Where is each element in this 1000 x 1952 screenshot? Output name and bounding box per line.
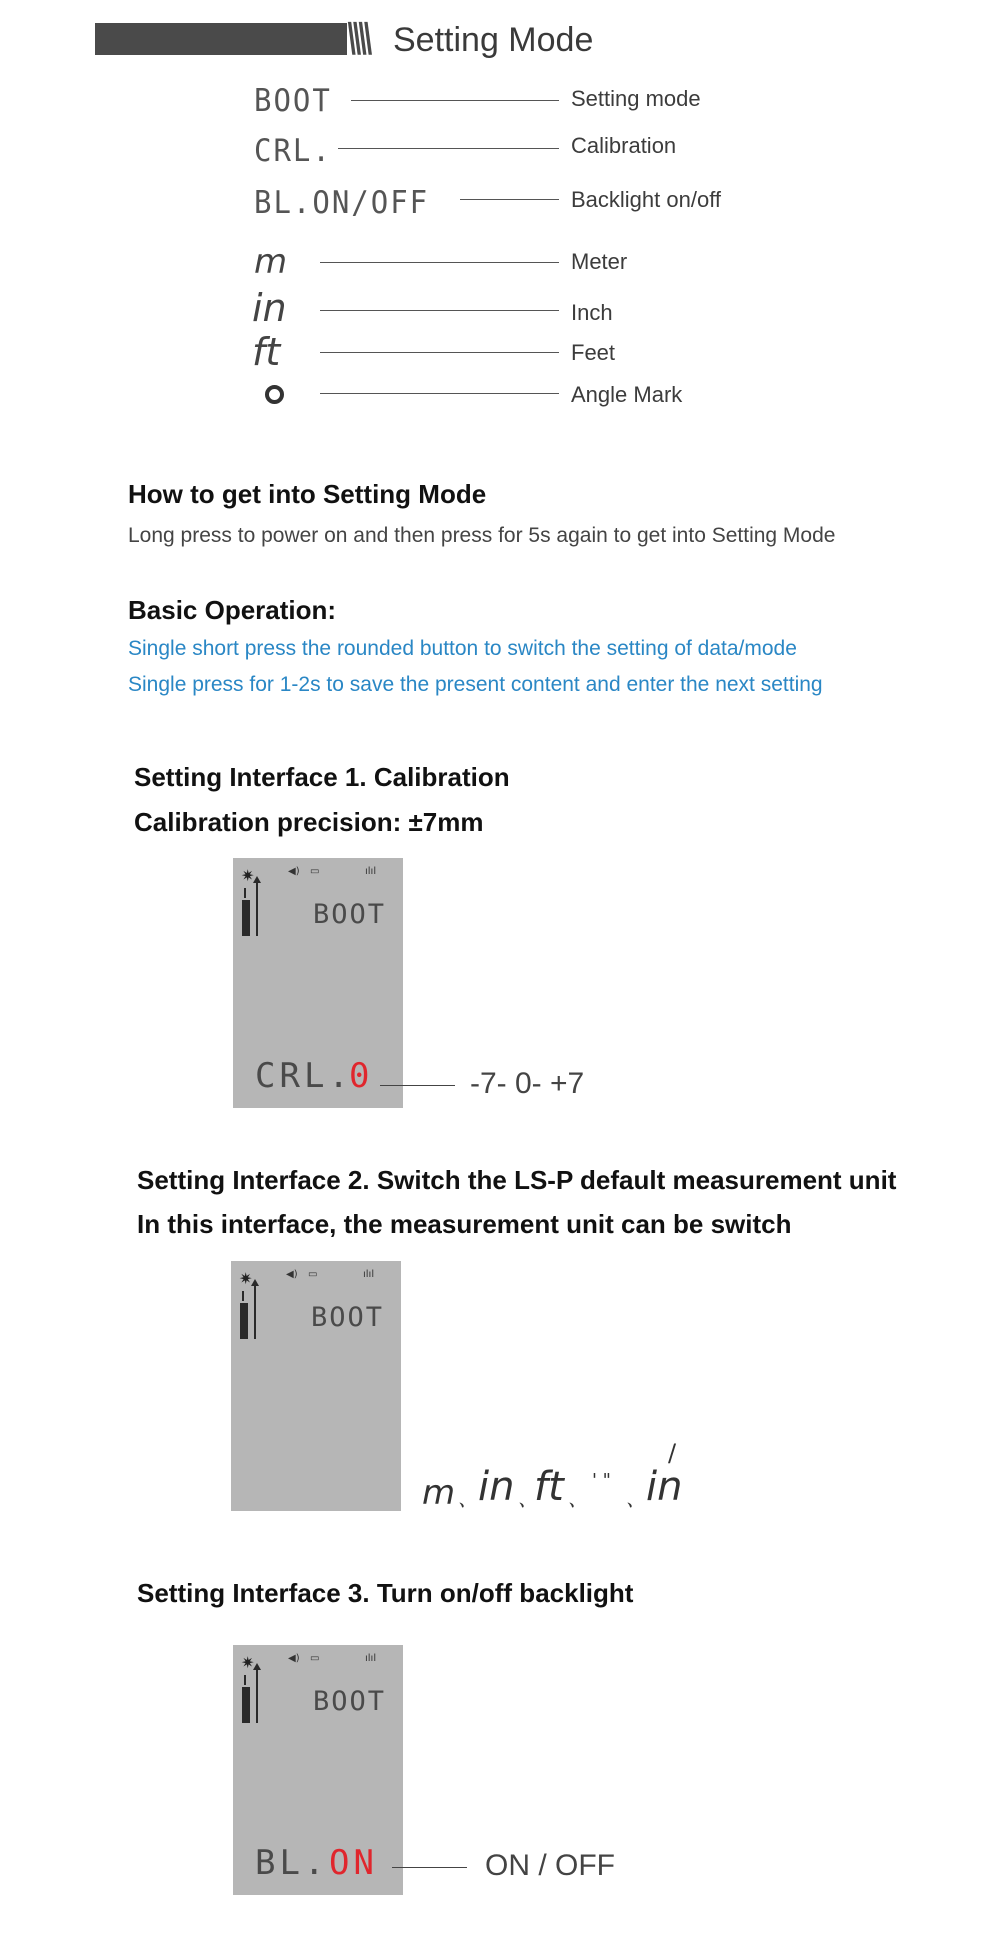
- reference-bar-icon: [242, 900, 250, 936]
- arrowhead-icon: [251, 1279, 259, 1286]
- lcd-screen-2: [231, 1261, 401, 1511]
- lcd-bl-value: ON: [329, 1843, 378, 1883]
- unit-feet-inch: ' ": [592, 1470, 611, 1491]
- reference-arrow-icon: [256, 882, 258, 936]
- legend-label-backlight: Backlight on/off: [571, 187, 722, 212]
- legend-label-feet: Feet: [571, 340, 616, 365]
- battery-icon: ▭: [308, 1269, 318, 1280]
- interface2-subtitle: In this interface, the measurement unit can be switch: [137, 1209, 792, 1239]
- callout-line: [380, 1085, 455, 1086]
- legend-symbol-meter: m: [254, 242, 288, 282]
- legend-label-setting-mode: Setting mode: [571, 86, 701, 111]
- speaker-icon: ◀): [286, 1269, 298, 1280]
- signal-icon: ılıl: [363, 1269, 375, 1280]
- legend-symbol-backlight: BL.ON/OFF: [254, 183, 430, 221]
- reference-bar-icon: [242, 1687, 250, 1723]
- battery-icon: ▭: [310, 1653, 320, 1664]
- unit-feet: ft: [534, 1464, 564, 1510]
- speaker-icon: ◀): [288, 1653, 300, 1664]
- header-bar: [95, 23, 347, 55]
- legend-symbol-boot: BOOT: [254, 81, 332, 119]
- howto-text: Long press to power on and then press for 5s again to get into Setting Mode: [128, 524, 836, 547]
- speaker-icon: ◀): [288, 866, 300, 877]
- interface1-title: Setting Interface 1. Calibration: [134, 762, 510, 792]
- callout-line: [392, 1867, 467, 1868]
- lcd-boot-text: BOOT: [311, 1302, 385, 1333]
- interface1-callout: -7- 0- +7: [470, 1067, 585, 1100]
- unit-inch-fraction: in: [646, 1464, 683, 1510]
- unit-separator: 、: [568, 1487, 588, 1511]
- unit-separator: 、: [518, 1487, 538, 1511]
- laser-icon: ✷: [241, 866, 255, 885]
- arrowhead-icon: [253, 876, 261, 883]
- interface1-subtitle: Calibration precision: ±7mm: [134, 807, 484, 837]
- lcd-bl-label: BL.: [255, 1843, 329, 1883]
- basic-line-2: Single press for 1-2s to save the present content and enter the next setting: [128, 673, 823, 696]
- angle-mark-icon: [265, 385, 284, 404]
- lcd-boot-text: BOOT: [313, 899, 387, 930]
- legend-symbol-inch: in: [252, 286, 287, 330]
- legend-symbol-crl: CRL.: [254, 131, 332, 169]
- unit-inch: in: [478, 1464, 515, 1510]
- lcd-screen-1: [233, 858, 403, 1108]
- laser-icon: ✷: [241, 1653, 255, 1672]
- legend-label-meter: Meter: [571, 249, 628, 274]
- reference-bar-icon: [240, 1303, 248, 1339]
- legend-line: [320, 310, 559, 311]
- legend-line: [460, 199, 559, 200]
- signal-icon: ılıl: [365, 1653, 377, 1664]
- legend-line: [320, 262, 559, 263]
- unit-separator: 、: [626, 1487, 646, 1511]
- interface3-callout: ON / OFF: [485, 1849, 615, 1882]
- basic-heading: Basic Operation:: [128, 595, 337, 625]
- lcd-crl-label: CRL.: [255, 1056, 353, 1096]
- interface3-title: Setting Interface 3. Turn on/off backlight: [137, 1578, 634, 1608]
- tick-icon: [244, 888, 246, 898]
- tick-icon: [242, 1291, 244, 1301]
- arrowhead-icon: [253, 1663, 261, 1670]
- legend-label-inch: Inch: [571, 300, 613, 325]
- basic-line-1: Single short press the rounded button to switch the setting of data/mode: [128, 637, 797, 660]
- lcd-crl-value: 0: [349, 1056, 374, 1096]
- legend-label-calibration: Calibration: [571, 133, 677, 158]
- unit-separator: 、: [458, 1487, 478, 1511]
- page-title: Setting Mode: [393, 21, 594, 59]
- fraction-mark: /: [668, 1439, 677, 1467]
- legend-line: [338, 148, 559, 149]
- interface2-title: Setting Interface 2. Switch the LS-P default measurement unit: [137, 1165, 897, 1195]
- unit-meter: m: [422, 1473, 456, 1513]
- lcd-boot-text: BOOT: [313, 1686, 387, 1717]
- lcd-screen-3: [233, 1645, 403, 1895]
- laser-icon: ✷: [239, 1269, 253, 1288]
- battery-icon: ▭: [310, 866, 320, 877]
- reference-arrow-icon: [254, 1285, 256, 1339]
- legend-symbol-feet: ft: [252, 330, 281, 374]
- tick-icon: [244, 1675, 246, 1685]
- legend-label-angle-mark: Angle Mark: [571, 382, 683, 407]
- legend-line: [351, 100, 559, 101]
- legend-line: [320, 352, 559, 353]
- legend-line: [320, 393, 559, 394]
- header-slashes: \\\\: [340, 15, 371, 61]
- signal-icon: ılıl: [365, 866, 377, 877]
- reference-arrow-icon: [256, 1669, 258, 1723]
- howto-heading: How to get into Setting Mode: [128, 479, 487, 509]
